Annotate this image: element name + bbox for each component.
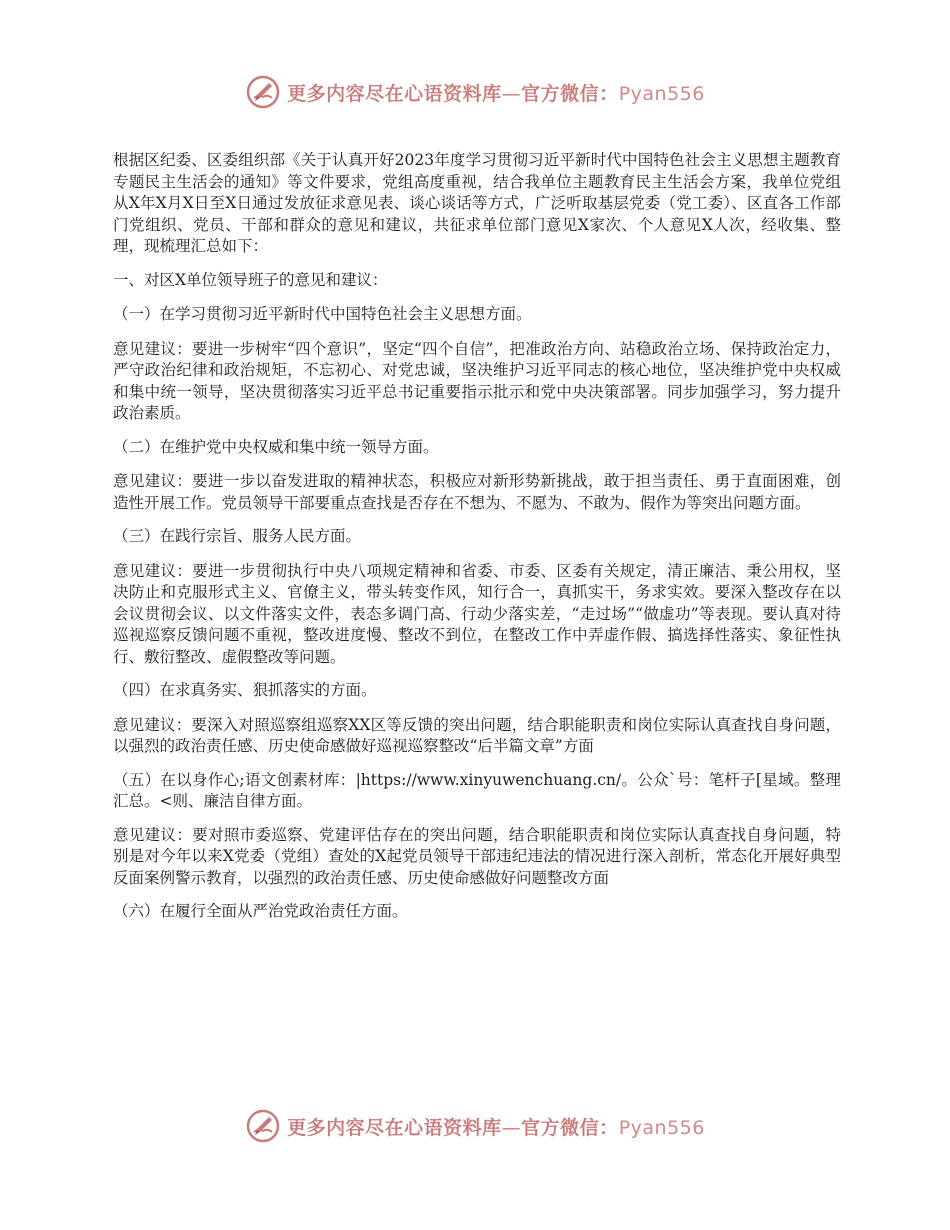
item-3-title: （三）在践行宗旨、服务人民方面。 <box>113 527 362 545</box>
watermark-dash: — <box>501 82 522 105</box>
item-3-body: 意见建议：要进一步贯彻执行中央八项规定精神和省委、市委、区委有关规定，清正廉洁、秉公用权，坚决防止和克服形式主义、官僚主义，带头转变作风，知行合一，真抓实干，务求实效。要深入整改存在以会议贯彻会议、以文件落实文件，表态多调门高、行动少落实差，“走过场”“做虚功”等表现。要认真对待巡视巡察反馈问题不重视，整改进度慢、整改不到位，在整改工作中弄虚作假、搞选择性落实、象征性执行、敷衍整改、虚假整改等问题。 <box>113 561 841 666</box>
book-pen-logo-icon <box>245 74 281 110</box>
item-2-body: 意见建议：要进一步以奋发进取的精神状态，积极应对新形势新挑战，敢于担当责任、勇于直面困难，创造性开展工作。党员领导干部要重点查找是否存在不想为、不愿为、不敢为、假作为等突出问题方面。 <box>113 472 841 512</box>
watermark-dash: — <box>501 1116 522 1139</box>
watermark-wechat-id: Pyan556 <box>618 1116 705 1139</box>
watermark-wechat-id: Pyan556 <box>618 82 705 105</box>
item-1-body: 意见建议：要进一步树牢“四个意识”，坚定“四个自信”，把准政治方向、站稳政治立场、保持政治定力，严守政治纪律和政治规矩，不忘初心、对党忠诚，坚决维护习近平同志的核心地位，坚决维护党中央权威和集中统一领导，坚决贯彻落实习近平总书记重要指示批示和党中央决策部署。同步加强学习，努力提升政治素质。 <box>113 339 841 422</box>
footer-watermark <box>0 1106 950 1146</box>
intro-paragraph: 根据区纪委、区委组织部《关于认真开好2023年度学习贯彻习近平新时代中国特色社会主义思想主题教育专题民主生活会的通知》等文件要求，党组高度重视，结合我单位主题教育民主生活会方案，我单位党组从X年X月X日至X日通过发放征求意见表、谈心谈话等方式，广泛听取基层党委（党工委）、区直各工作部门党组织、党员、干部和群众的意见和建议，共征求单位部门意见X家次、个人意见X人次，经收集、整理，现梳理汇总如下： <box>113 151 841 255</box>
document-body <box>113 150 841 936</box>
watermark-wechat-label: 官方微信： <box>521 1116 619 1139</box>
item-6-title: （六）在履行全面从严治党政治责任方面。 <box>113 902 408 920</box>
watermark-main-text: 更多内容尽在心语资料库 <box>287 82 502 105</box>
item-4-body: 意见建议：要深入对照巡察组巡察XX区等反馈的突出问题，结合职能职责和岗位实际认真查找自身问题，以强烈的政治责任感、历史使命感做好巡视巡察整改“后半篇文章”方面 <box>113 715 841 755</box>
section-1-title: 一、对区X单位领导班子的意见和建议： <box>113 270 388 289</box>
item-4-title: （四）在求真务实、狠抓落实的方面。 <box>113 681 377 699</box>
item-1-title: （一）在学习贯彻习近平新时代中国特色社会主义思想方面。 <box>113 305 532 323</box>
watermark-wechat-label: 官方微信： <box>521 82 619 105</box>
book-pen-logo-icon <box>245 1108 281 1144</box>
item-5-body: 意见建议：要对照市委巡察、党建评估存在的突出问题，结合职能职责和岗位实际认真查找自身问题，特别是对今年以来X党委（党组）查处的X起党员领导干部违纪违法的情况进行深入剖析，常态化开展好典型反面案例警示教育，以强烈的政治责任感、历史使命感做好问题整改方面 <box>113 825 841 887</box>
header-watermark <box>0 72 950 112</box>
item-5-title: （五）在以身作心;语文创素材库：|https://www.xinyuwenchuang.cn/。公众`号：笔杆子[星域。整理汇总。<则、廉洁自律方面。 <box>113 770 841 810</box>
item-2-title: （二）在维护党中央权威和集中统一领导方面。 <box>113 437 439 456</box>
watermark-main-text: 更多内容尽在心语资料库 <box>287 1116 502 1139</box>
